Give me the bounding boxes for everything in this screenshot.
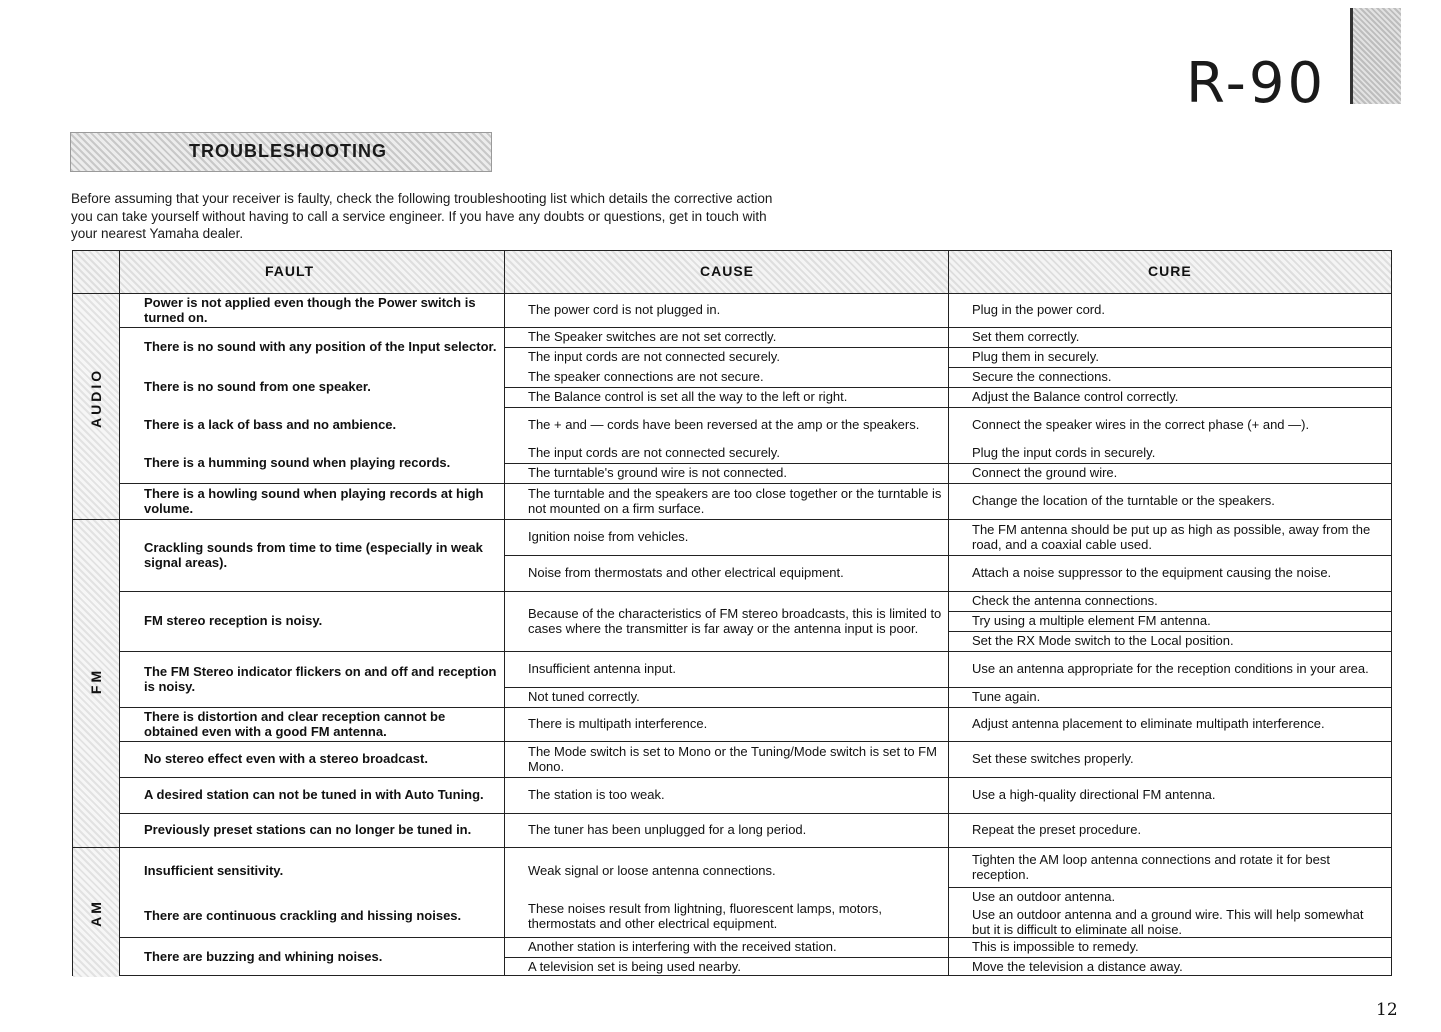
fault-cell: Insufficient sensitivity. bbox=[144, 863, 284, 879]
fault-cell: There are buzzing and whining noises. bbox=[144, 949, 383, 965]
category-label-fm: FM bbox=[88, 667, 104, 695]
cure-cell: Set the RX Mode switch to the Local position. bbox=[972, 633, 1234, 649]
cause-cell: Weak signal or loose antenna connections. bbox=[528, 863, 776, 879]
cure-cell: Plug them in securely. bbox=[972, 349, 1099, 365]
cure-cell: Move the television a distance away. bbox=[972, 959, 1183, 975]
fault-cell: Previously preset stations can no longer be tuned in. bbox=[144, 822, 472, 838]
cure-cell: Use an outdoor antenna. bbox=[972, 889, 1116, 905]
model-decorative-bar bbox=[1350, 8, 1401, 104]
cure-column-header: CURE bbox=[1148, 263, 1192, 279]
cure-cell: Use an antenna appropriate for the reception conditions in your area. bbox=[972, 661, 1369, 677]
fault-cell: A desired station can not be tuned in with Auto Tuning. bbox=[144, 787, 484, 803]
cause-cell: These noises result from lightning, fluorescent lamps, motors, thermostats and other electrical equipment. bbox=[528, 900, 883, 931]
cure-cell: Set these switches properly. bbox=[972, 751, 1134, 767]
section-banner bbox=[70, 132, 492, 172]
cause-cell: The station is too weak. bbox=[528, 787, 665, 803]
column-divider bbox=[948, 251, 949, 975]
fault-cell: There is a humming sound when playing records. bbox=[144, 455, 451, 471]
fault-cell: There are continuous crackling and hissing noises. bbox=[144, 908, 462, 924]
cure-cell: Secure the connections. bbox=[972, 369, 1112, 385]
cure-cell: This is impossible to remedy. bbox=[972, 939, 1139, 955]
model-title: R-90 bbox=[1186, 51, 1327, 116]
fault-cell: There is distortion and clear reception cannot be obtained even with a good FM antenna. bbox=[144, 708, 446, 739]
cure-cell: Tune again. bbox=[972, 689, 1041, 705]
cause-cell: Another station is interfering with the received station. bbox=[528, 939, 837, 955]
cure-cell: Change the location of the turntable or the speakers. bbox=[972, 493, 1275, 509]
cause-cell: The speaker connections are not secure. bbox=[528, 369, 764, 385]
fault-cell: No stereo effect even with a stereo broadcast. bbox=[144, 751, 428, 767]
cause-cell: The power cord is not plugged in. bbox=[528, 302, 721, 318]
cause-cell: Noise from thermostats and other electrical equipment. bbox=[528, 565, 844, 581]
cure-cell: Use an outdoor antenna and a ground wire. This will help somewhat but it is difficult to eliminate all noise. bbox=[972, 906, 1364, 937]
troubleshooting-table bbox=[72, 250, 1392, 976]
intro-paragraph bbox=[71, 190, 951, 243]
intro-line: Before assuming that your receiver is faulty, check the following troubleshooting list which details the corrective action bbox=[71, 191, 773, 206]
cause-cell: The tuner has been unplugged for a long period. bbox=[528, 822, 807, 838]
cure-cell: Repeat the preset procedure. bbox=[972, 822, 1142, 838]
cause-cell: The input cords are not connected securely. bbox=[528, 349, 780, 365]
cure-cell: Adjust antenna placement to eliminate multipath interference. bbox=[972, 716, 1325, 732]
cause-cell: The turntable's ground wire is not connected. bbox=[528, 465, 788, 481]
column-divider bbox=[119, 251, 120, 975]
fault-column-header: FAULT bbox=[265, 263, 315, 279]
cause-cell: The Mode switch is set to Mono or the Tuning/Mode switch is set to FM Mono. bbox=[528, 743, 937, 774]
cause-cell: Insufficient antenna input. bbox=[528, 661, 676, 677]
cure-cell: Tighten the AM loop antenna connections and rotate it for best reception. bbox=[972, 851, 1330, 882]
category-label-am: AM bbox=[88, 899, 104, 927]
cure-cell: Connect the speaker wires in the correct phase (+ and —). bbox=[972, 417, 1310, 433]
cause-cell: Because of the characteristics of FM stereo broadcasts, this is limited to cases where the transmitter is far away or the antenna input is poor. bbox=[528, 605, 942, 636]
cause-cell: Ignition noise from vehicles. bbox=[528, 529, 689, 545]
cause-cell: There is multipath interference. bbox=[528, 716, 708, 732]
cure-cell: Connect the ground wire. bbox=[972, 465, 1118, 481]
fault-cell: The FM Stereo indicator flickers on and off and reception is noisy. bbox=[144, 663, 497, 694]
fault-cell: There is no sound with any position of the Input selector. bbox=[144, 339, 497, 355]
cause-cell: A television set is being used nearby. bbox=[528, 959, 741, 975]
fault-cell: There is a lack of bass and no ambience. bbox=[144, 417, 397, 433]
cure-cell: Check the antenna connections. bbox=[972, 593, 1158, 609]
cause-cell: The Balance control is set all the way to the left or right. bbox=[528, 389, 848, 405]
cure-cell: The FM antenna should be put up as high as possible, away from the road, and a coaxial cable used. bbox=[972, 521, 1371, 552]
fault-cell: Power is not applied even though the Power switch is turned on. bbox=[144, 294, 476, 325]
intro-line: your nearest Yamaha dealer. bbox=[71, 226, 244, 241]
fault-cell: Crackling sounds from time to time (especially in weak signal areas). bbox=[144, 539, 483, 570]
fault-cell: FM stereo reception is noisy. bbox=[144, 613, 323, 629]
cause-cell: The input cords are not connected securely. bbox=[528, 445, 780, 461]
cause-cell: Not tuned correctly. bbox=[528, 689, 640, 705]
fault-cell: There is a howling sound when playing records at high volume. bbox=[144, 485, 484, 516]
intro-line: you can take yourself without having to call a service engineer. If you have any doubts or questions, get in touch with bbox=[71, 208, 767, 224]
cure-cell: Adjust the Balance control correctly. bbox=[972, 389, 1179, 405]
cure-cell: Try using a multiple element FM antenna. bbox=[972, 613, 1211, 629]
cure-cell: Plug the input cords in securely. bbox=[972, 445, 1156, 461]
cure-cell: Attach a noise suppressor to the equipment causing the noise. bbox=[972, 565, 1332, 581]
section-title: TROUBLESHOOTING bbox=[189, 141, 387, 161]
cause-cell: The turntable and the speakers are too close together or the turntable is not mounted on a firm surface. bbox=[528, 485, 942, 516]
column-divider bbox=[504, 251, 505, 975]
cure-cell: Plug in the power cord. bbox=[972, 302, 1105, 318]
page-number: 12 bbox=[1376, 1000, 1398, 1020]
cause-cell: The + and — cords have been reversed at the amp or the speakers. bbox=[528, 417, 920, 433]
cause-column-header: CAUSE bbox=[700, 263, 755, 279]
cure-cell: Set them correctly. bbox=[972, 329, 1080, 345]
category-label-audio: AUDIO bbox=[88, 367, 104, 428]
cause-cell: The Speaker switches are not set correctly. bbox=[528, 329, 777, 345]
cure-cell: Use a high-quality directional FM antenna. bbox=[972, 787, 1216, 803]
fault-cell: There is no sound from one speaker. bbox=[144, 379, 371, 395]
